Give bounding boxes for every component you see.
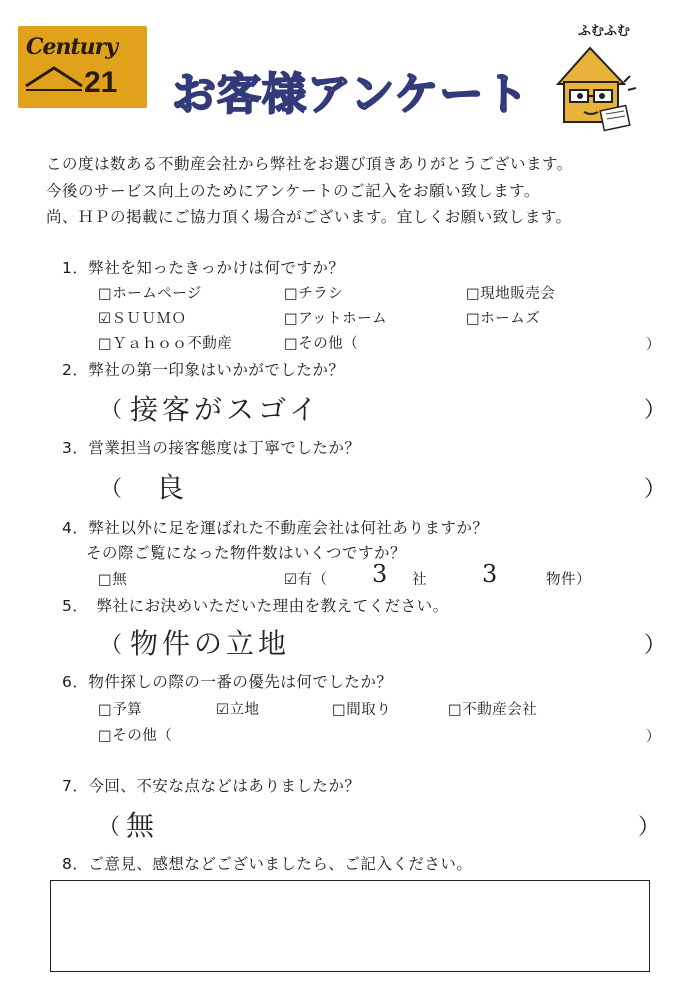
question-1: 1．弊社を知ったきっかけは何ですか？ [62, 259, 345, 277]
question-8: 8．ご意見、感想などございましたら、ご記入ください。 [62, 855, 473, 873]
q4-companies-unit: 社 [412, 572, 427, 588]
question-5: 5． 弊社にお決めいただいた理由を教えてください。 [62, 597, 449, 615]
q7-answer[interactable]: 無 [126, 809, 159, 842]
q4-companies-count[interactable]: 3 [372, 560, 388, 588]
question-2: 2．弊社の第一印象はいかがでしたか？ [62, 361, 345, 379]
q1-close-paren: ） [646, 337, 660, 353]
q7-close-paren: ） [638, 815, 661, 840]
q6-option-budget[interactable]: □予算 [98, 702, 143, 718]
q3-open-paren: （ [100, 477, 123, 502]
q2-answer[interactable]: 接客がスゴイ [130, 393, 322, 426]
comment-box[interactable] [50, 880, 650, 972]
q6-close-paren: ） [646, 729, 660, 745]
q5-close-paren: ） [644, 633, 667, 658]
q6-option-other[interactable]: □その他（ [98, 728, 173, 744]
q6-option-layout[interactable]: □間取り [332, 702, 392, 718]
q2-close-paren: ） [644, 398, 667, 423]
q1-option-onsite-sale[interactable]: □現地販売会 [466, 286, 556, 302]
q4-option-yes[interactable]: ☑有（ [284, 572, 328, 588]
q1-option-other[interactable]: □その他（ [284, 336, 359, 352]
q4-properties-count[interactable]: 3 [482, 560, 498, 588]
century21-logo [18, 26, 147, 108]
mascot-caption: ふむふむ [578, 24, 631, 39]
q3-answer[interactable]: 良 [156, 471, 189, 504]
q1-option-flyer[interactable]: □チラシ [284, 286, 344, 302]
intro-line-3: 尚、ＨＰの掲載にご協力頂く場合がございます。宜しくお願い致します。 [46, 208, 572, 226]
question-3: 3．営業担当の接客態度は丁寧でしたか？ [62, 439, 361, 457]
intro-line-1: この度は数ある不動産会社から弊社をお選び頂きありがとうございます。 [46, 155, 573, 173]
q5-open-paren: （ [100, 633, 123, 658]
house-roof-icon [24, 62, 84, 92]
q6-option-location[interactable]: ☑立地 [216, 702, 260, 718]
q1-option-suumo[interactable]: ☑ＳＵＵＭＯ [98, 311, 187, 327]
q4-option-none[interactable]: □無 [98, 572, 128, 588]
q1-option-homes[interactable]: □ホームズ [466, 311, 541, 327]
q1-option-yahoo[interactable]: □Ｙａｈｏｏ不動産 [98, 336, 233, 352]
logo-number: 21 [84, 66, 118, 99]
q2-open-paren: （ [100, 398, 123, 423]
question-4-sub: その際ご覧になった物件数はいくつですか？ [86, 544, 407, 562]
question-7: 7．今回、不安な点などはありましたか？ [62, 777, 361, 795]
q7-open-paren: （ [98, 815, 121, 840]
intro-line-2: 今後のサービス向上のためにアンケートのご記入をお願い致します。 [46, 182, 540, 200]
q3-close-paren: ） [644, 477, 667, 502]
page-title: お客様アンケート [172, 69, 530, 120]
question-4: 4．弊社以外に足を運ばれた不動産会社は何社ありますか？ [62, 519, 489, 537]
mascot-illustration-icon [540, 38, 640, 138]
q6-option-agency[interactable]: □不動産会社 [448, 702, 538, 718]
q1-option-athome[interactable]: □アットホーム [284, 311, 388, 327]
logo-brand: Century [26, 34, 118, 60]
q4-properties-unit: 物件） [546, 572, 591, 588]
q5-answer[interactable]: 物件の立地 [130, 627, 291, 660]
q1-option-homepage[interactable]: □ホームページ [98, 286, 202, 302]
question-6: 6．物件探しの際の一番の優先は何でしたか？ [62, 673, 393, 691]
